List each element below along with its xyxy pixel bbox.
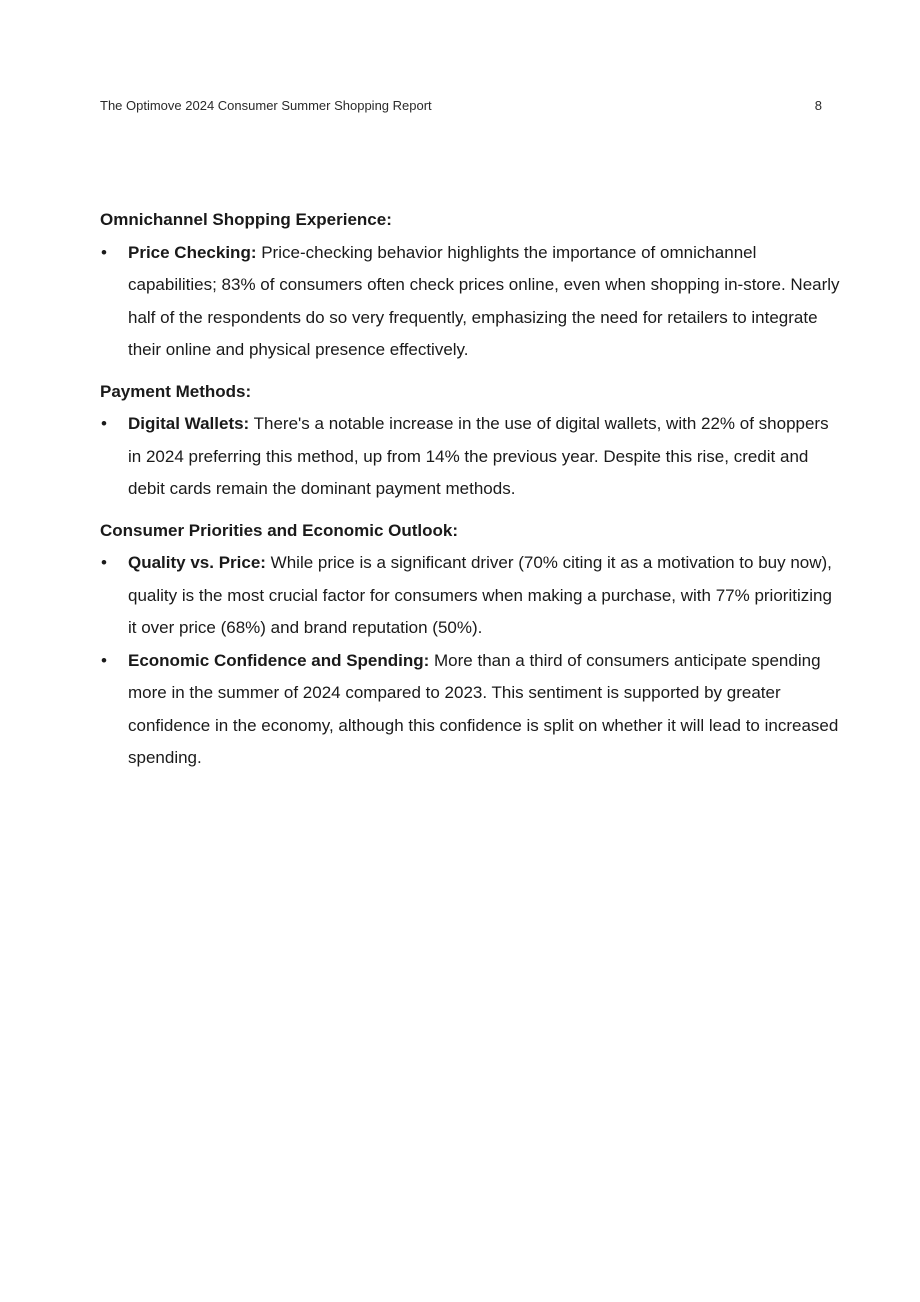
bullet-text: While price is a significant driver (70% citing it as a motivation to buy now), quality is the most crucial factor for consumers when making a purchase, with 77% prioritizing it over price (68%) and brand reputation (50%). [128, 553, 832, 637]
bullet-term: Digital Wallets: [128, 414, 250, 433]
running-header [100, 98, 822, 114]
bullet-text: More than a third of consumers anticipate spending more in the summer of 2024 compared to 2023. This sentiment is supported by greater confidence in the economy, although this confidence is split on whether it will lead to increased spending. [128, 650, 839, 767]
bullet-list [100, 237, 840, 367]
page-content [100, 204, 840, 775]
bullet-list [100, 408, 840, 506]
bullet-text: Price-checking behavior highlights the importance of omnichannel capabilities; 83% of consumers often check prices online, even when shopping in-store. Nearly half of the respondents do so very frequently, emphasizing the need for retailers to integrate their online and physical presence effectively. [128, 242, 840, 359]
page-number: 8 [814, 98, 822, 113]
section-payment-methods [100, 376, 840, 506]
list-item [100, 408, 840, 506]
report-title: The Optimove 2024 Consumer Summer Shopping Report [100, 98, 432, 113]
bullet-term: Price Checking: [128, 242, 257, 262]
section-heading: Omnichannel Shopping Experience: [100, 210, 392, 229]
bullet-term: Quality vs. Price: [128, 553, 266, 572]
bullet-term: Economic Confidence and Spending: [128, 650, 430, 670]
list-item [100, 645, 840, 775]
section-heading: Payment Methods: [100, 381, 252, 401]
section-omnichannel [100, 204, 840, 367]
list-item [100, 237, 840, 367]
section-consumer-priorities [100, 515, 840, 775]
bullet-text: There's a notable increase in the use of digital wallets, with 22% of shoppers in 2024 preferring this method, up from 14% the previous year. Despite this rise, credit and debit cards remain the dominant payment methods. [128, 414, 829, 498]
section-heading: Consumer Priorities and Economic Outlook: [100, 520, 458, 540]
bullet-list [100, 547, 840, 775]
list-item [100, 547, 840, 645]
